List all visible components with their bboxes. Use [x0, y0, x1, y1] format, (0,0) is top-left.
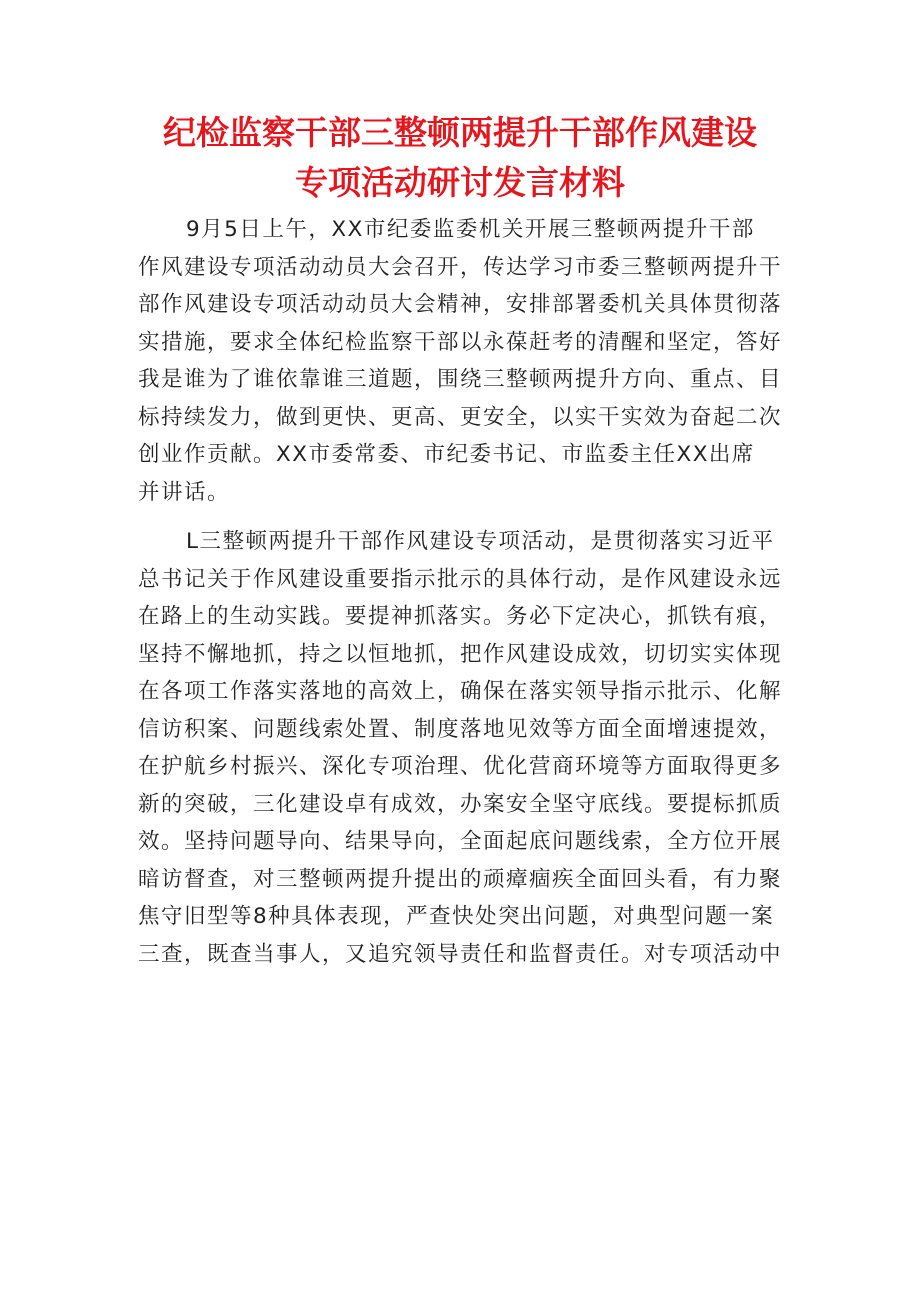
- paragraph-2-line: 新的突破，三化建设卓有成效，办案安全坚守底线。要提标抓质: [138, 791, 783, 817]
- paragraph-1-line: 部作风建设专项活动动员大会精神，安排部署委机关具体贯彻落: [138, 292, 783, 317]
- paragraph-2-line: 三查，既查当事人，又追究领导责任和监督责任。对专项活动中: [138, 941, 783, 967]
- paragraph-2-line: 在路上的生动实践。要提神抓落实。务必下定决心，抓铁有痕，: [138, 604, 783, 629]
- paragraph-2-line: 焦守旧型等8种具体表现，严查快处突出问题，对典型问题一案: [138, 904, 775, 929]
- paragraph-2-line: L三整顿两提升干部作风建设专项活动，是贯彻落实习近平: [186, 529, 775, 554]
- paragraph-1-line: 作风建设专项活动动员大会召开，传达学习市委三整顿两提升干: [138, 254, 783, 280]
- paragraph-2-line: 效。坚持问题导向、结果导向，全面起底问题线索，全方位开展: [138, 829, 783, 854]
- paragraph-2-line: 在各项工作落实落地的高效上，确保在落实领导指示批示、化解: [138, 679, 783, 704]
- paragraph-2-line: 在护航乡村振兴、深化专项治理、优化营商环境等方面取得更多: [138, 754, 783, 779]
- paragraph-1-line: 创业作贡献。XX市委常委、市纪委书记、市监委主任XX出席: [138, 442, 755, 467]
- document-title-line-1: 纪检监察干部三整顿两提升干部作风建设: [163, 113, 757, 152]
- document-title-line-2: 专项活动研讨发言材料: [295, 163, 625, 202]
- paragraph-1-line: 实措施，要求全体纪检监察干部以永葆赶考的清醒和坚定，答好: [138, 329, 783, 355]
- paragraph-2-line: 坚持不懈地抓，持之以恒地抓，把作风建设成效，切切实实体现: [138, 641, 783, 667]
- paragraph-1-line: 标持续发力，做到更快、更高、更安全，以实干实效为奋起二次: [138, 404, 783, 430]
- paragraph-1-line: 并讲话。: [138, 479, 231, 505]
- paragraph-2-line: 信访积案、问题线索处置、制度落地见效等方面全面增速提效，: [138, 716, 783, 742]
- paragraph-2-line: 暗访督查，对三整顿两提升提出的顽瘴痼疾全面回头看，有力聚: [138, 866, 783, 892]
- paragraph-1-line: 我是谁为了谁依靠谁三道题，围绕三整顿两提升方向、重点、目: [138, 367, 783, 392]
- paragraph-1-line: 9月5日上午，XX市纪委监委机关开展三整顿两提升干部: [186, 217, 755, 242]
- paragraph-2-line: 总书记关于作风建设重要指示批示的具体行动，是作风建设永远: [138, 566, 783, 592]
